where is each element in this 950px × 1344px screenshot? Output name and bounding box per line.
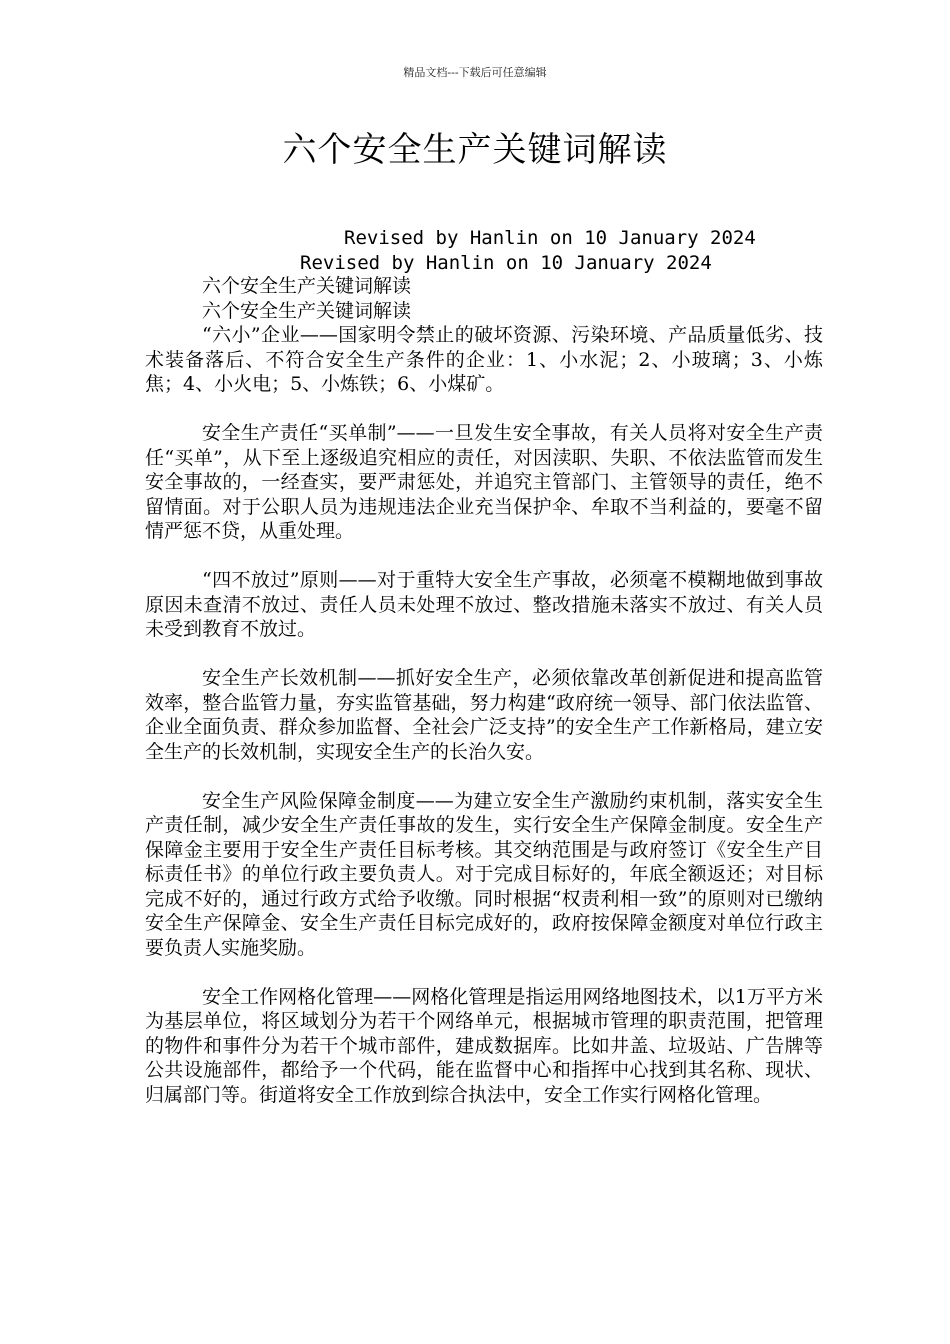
document-body (145, 274, 823, 1107)
revised-line-1: Revised by Hanlin on 10 January 2024 (344, 227, 756, 249)
header-note: 精品文档---下载后可任意编辑 (403, 66, 547, 79)
paragraph-long-term-mechanism: 安全生产长效机制——抓好安全生产，必须依靠改革创新促进和提高监管效率，整合监管力量，夯实监管基础，努力构建“政府统一领导、部门依法监管、企业全面负责、群众参加监督、全社会广泛支持”的安全生产工作新格局，建立安全生产的长效机制，实现安全生产的长治久安。 (145, 667, 823, 763)
paragraph-risk-guarantee-fund: 安全生产风险保障金制度——为建立安全生产激励约束机制，落实安全生产责任制，减少安全生产责任事故的发生，实行安全生产保障金制度。安全生产保障金主要用于安全生产责任目标考核。其交纳范围是与政府签订《安全生产目标责任书》的单位行政主要负责人。对于完成目标好的，年底全额返还；对目标完成不好的，通过行政方式给予收缴。同时根据“权责利相一致”的原则对已缴纳安全生产保障金、安全生产责任目标完成好的，政府按保障金额度对单位行政主要负责人实施奖励。 (145, 789, 823, 959)
subtitle-line-2: 六个安全生产关键词解读 (202, 299, 412, 322)
paragraph-four-not-let-go: “四不放过”原则——对于重特大安全生产事故，必须毫不模糊地做到事故原因未查清不放过、责任人员未处理不放过、整改措施未落实不放过、有关人员未受到教育不放过。 (145, 569, 823, 640)
document-title: 六个安全生产关键词解读 (282, 130, 668, 170)
paragraph-grid-management: 安全工作网格化管理——网格化管理是指运用网络地图技术，以1万平方米为基层单位，将区域划分为若干个网络单元，根据城市管理的职责范围，把管理的物件和事件分为若干个城市部件，建成数据库。比如井盖、垃圾站、广告牌等公共设施部件，都给予一个代码，能在监督中心和指挥中心找到其名称、现状、归属部门等。街道将安全工作放到综合执法中，安全工作实行网格化管理。 (145, 985, 823, 1106)
paragraph-responsibility-pay-system: 安全生产责任“买单制”——一旦发生安全事故，有关人员将对安全生产责任“买单”，从下至上逐级追究相应的责任，对因渎职、失职、不依法监管而发生安全事故的，一经查实，要严肃惩处，并追究主管部门、主管领导的责任，绝不留情面。对于公职人员为违规违法企业充当保护伞、牟取不当利益的，要毫不留情严惩不贷，从重处理。 (145, 422, 823, 542)
paragraph-six-small-enterprises: “六小”企业——国家明令禁止的破坏资源、污染环境、产品质量低劣、技术装备落后、不符合安全生产条件的企业：1、小水泥；2、小玻璃；3、小炼焦；4、小火电；5、小炼铁；6、小煤矿。 (145, 324, 823, 395)
revised-line-2: Revised by Hanlin on 10 January 2024 (300, 252, 712, 274)
subtitle-line-1: 六个安全生产关键词解读 (202, 275, 412, 297)
